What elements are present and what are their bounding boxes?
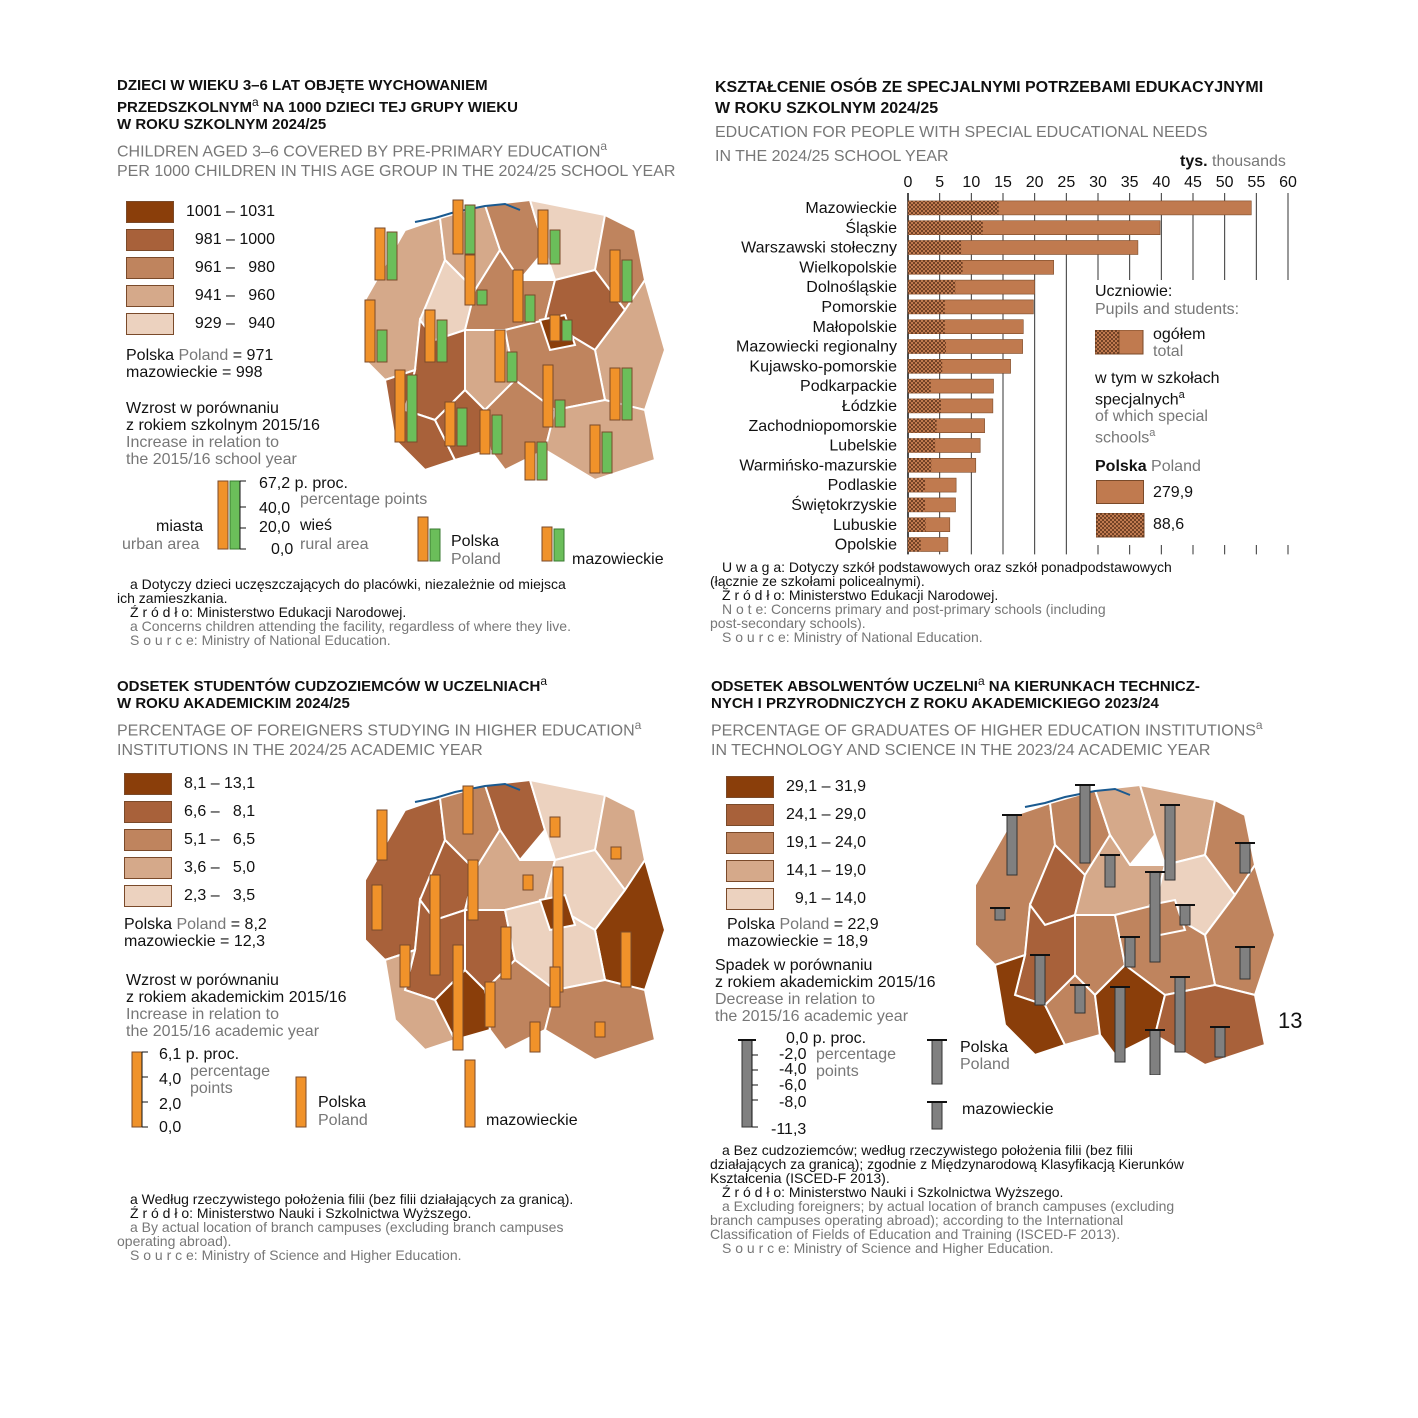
p1-leg-mazow: mazowieckie xyxy=(572,551,664,568)
p4-scale-11: -11,3 xyxy=(771,1121,807,1138)
legend-label-5: 9,1 – 14,0 xyxy=(786,890,867,907)
legend-label-1: 8,1 – 13,1 xyxy=(184,775,256,792)
legend-swatch-3 xyxy=(126,257,174,279)
category-label: Małopolskie xyxy=(812,318,897,336)
p2-unit: tys. thousands xyxy=(1180,153,1286,170)
tick-label: 60 xyxy=(1279,174,1297,191)
p3-scale-0: 0,0 xyxy=(159,1119,182,1136)
legend-label-3: 19,1 – 24,0 xyxy=(786,834,867,851)
p3-polska-value: Polska Poland = 8,2 mazowieckie = 12,3 xyxy=(124,916,267,950)
legend-label-4: 941 – 960 xyxy=(186,287,275,304)
category-label: Podkarpackie xyxy=(800,378,897,396)
bar-special xyxy=(908,241,961,255)
bar-special xyxy=(908,379,931,393)
category-label: Warmińsko-mazurskie xyxy=(739,457,897,475)
bar-special xyxy=(908,221,983,235)
bar-special xyxy=(908,478,925,492)
p2-legend-polska: Polska Poland xyxy=(1095,458,1201,475)
p3-leg-mazow: mazowieckie xyxy=(486,1112,578,1129)
p3-increase-caption: Wzrost w porównaniu z rokiem akademickim 2015/16 Increase in relation to the 2015/16 academic year xyxy=(126,972,347,1040)
p1-scale-40: 40,0 xyxy=(259,500,291,517)
p2-polska-spec: 88,6 xyxy=(1153,516,1185,533)
p1-scale-0: 0,0 xyxy=(271,541,294,558)
p4-scale-2: -2,0 xyxy=(779,1046,807,1063)
p3-notes: a Według rzeczywistego położenia filii (bez filii działających za granicą). Ź r ó d ł o: Ministerstwo Nauki i Szkolnictwa Wyższego. a By actual location of branch campuses (excluding branch campuses operating abroad). S o u r c e: Ministry of Science and Higher Education. xyxy=(117,1191,574,1263)
p4-scale-pp: percentage points xyxy=(816,1046,897,1080)
tick-label: 30 xyxy=(1089,174,1107,191)
legend-swatch-4 xyxy=(126,285,174,307)
p2-category-labels xyxy=(736,200,897,554)
category-label: Podlaskie xyxy=(827,477,897,495)
p3-legend xyxy=(124,773,304,913)
p1-polska-value: Polska Poland = 971 mazowieckie = 998 xyxy=(126,347,274,381)
legend-label-1: 1001 – 1031 xyxy=(186,203,275,220)
legend-swatch-4 xyxy=(726,860,774,882)
bar-special xyxy=(908,340,946,354)
tick-label: 55 xyxy=(1247,174,1266,191)
p2-notes: U w a g a: Dotyczy szkół podstawowych oraz szkół ponadpodstawowych (łącznie ze szkołami policealnymi). Ź r ó d ł o: Ministerstwo Edukacji Narodowej. N o t e: Concerns primary and post-primary schools (including post-secondary schools). S o u r c e: Ministry of National Education. xyxy=(710,559,1172,645)
category-label: Warszawski stołeczny xyxy=(741,239,897,257)
bar-special xyxy=(908,359,942,373)
bar-special xyxy=(908,260,962,274)
p4-subtitle: PERCENTAGE OF GRADUATES OF HIGHER EDUCATION INSTITUTIONS$^a$ IN TECHNOLOGY AND SCIENCE IN THE 2023/24 ACADEMIC YEAR xyxy=(711,718,1263,760)
tick-label: 5 xyxy=(935,174,945,191)
p1-scale-urban: urban area xyxy=(122,536,200,553)
p4-legend xyxy=(726,776,906,916)
p1-legend xyxy=(126,201,306,341)
legend-swatch-5 xyxy=(126,313,174,335)
legend-swatch-3 xyxy=(124,829,172,851)
bar-special xyxy=(908,280,956,294)
p1-notes: a Dotyczy dzieci uczęszczających do placówki, niezależnie od miejsca ich zamieszkania. Ź r ó d ł o: Ministerstwo Edukacji Narodowej. a Concerns children attending the facility, regardless of where they live. S o u r c e: Ministry of National Education. xyxy=(117,576,571,648)
p4-decrease-caption: Spadek w porównaniu z rokiem akademickim 2015/16 Decrease in relation to the 2015/16 academic year xyxy=(715,957,936,1025)
bar-special xyxy=(908,498,925,512)
category-label: Śląskie xyxy=(845,219,897,237)
p2-legend-title: Uczniowie: Pupils and students: xyxy=(1095,283,1240,318)
p2-subtitle: EDUCATION FOR PEOPLE WITH SPECIAL EDUCATIONAL NEEDS IN THE 2024/25 SCHOOL YEAR xyxy=(715,124,1208,165)
legend-label-1: 29,1 – 31,9 xyxy=(786,778,867,795)
p2-legend-total: ogółem total xyxy=(1153,326,1206,360)
legend-label-4: 14,1 – 19,0 xyxy=(786,862,867,879)
page-number: 13 xyxy=(1278,1008,1303,1033)
p1-increase-caption: Wzrost w porównaniu z rokiem szkolnym 2015/16 Increase in relation to the 2015/16 school year xyxy=(126,400,320,468)
p2-title: KSZTAŁCENIE OSÓB ZE SPECJALNYMI POTRZEBAMI EDUKACYJNYMI W ROKU SZKOLNYM 2024/25 xyxy=(715,79,1264,117)
category-label: Wielkopolskie xyxy=(799,259,897,277)
legend-swatch-1 xyxy=(726,776,774,798)
p4-scale-8: -8,0 xyxy=(779,1094,807,1111)
p3-title: ODSETEK STUDENTÓW CUDZOZIEMCÓW W UCZELNIACH$^a$ W ROKU AKADEMICKIM 2024/25 xyxy=(117,674,547,712)
p1-subtitle: CHILDREN AGED 3–6 COVERED BY PRE-PRIMARY EDUCATION$^a$ PER 1000 CHILDREN IN THIS AGE GROUP IN THE 2024/25 SCHOOL YEAR xyxy=(117,139,676,181)
legend-swatch-2 xyxy=(726,804,774,826)
tick-label: 35 xyxy=(1120,174,1139,191)
p1-title: DZIECI W WIEKU 3–6 LAT OBJĘTE WYCHOWANIEM PRZEDSZKOLNYM$^a$ NA 1000 DZIECI TEJ GRUPY WIEKU W ROKU SZKOLNYM 2024/25 xyxy=(117,77,518,133)
p4-leg-polska: Polska xyxy=(960,1039,1009,1056)
tick-label: 0 xyxy=(903,174,913,191)
p4-polska-value: Polska Poland = 22,9 mazowieckie = 18,9 xyxy=(727,916,879,950)
p1-scale-top: 67,2 p. proc. xyxy=(259,475,348,492)
category-label: Pomorskie xyxy=(821,299,897,316)
p1-map-bars xyxy=(345,190,685,490)
p2-tick-labels xyxy=(904,174,1297,191)
p3-scale-2: 2,0 xyxy=(159,1096,182,1113)
bar-special xyxy=(908,458,931,472)
p3-scale-pp: percentage points xyxy=(190,1063,271,1097)
p2-polska-spec-swatch xyxy=(1096,513,1146,539)
legend-swatch-1 xyxy=(124,773,172,795)
p4-scale-0: 0,0 p. proc. xyxy=(786,1030,867,1047)
category-label: Lubuskie xyxy=(832,516,897,534)
p3-scale-top: 6,1 p. proc. xyxy=(159,1046,240,1063)
legend-swatch-4 xyxy=(124,857,172,879)
legend-label-4: 3,6 – 5,0 xyxy=(184,859,256,876)
bar-special xyxy=(908,419,937,433)
legend-swatch-5 xyxy=(124,885,172,907)
p2-legend-special: w tym w szkołach specjalnych$^a$ of which special schools$^a$ xyxy=(1095,370,1220,447)
legend-label-5: 929 – 940 xyxy=(186,315,275,332)
tick-label: 10 xyxy=(962,174,981,191)
category-label: Dolnośląskie xyxy=(806,279,897,297)
tick-label: 25 xyxy=(1057,174,1076,191)
tick-label: 40 xyxy=(1152,174,1171,191)
legend-label-5: 2,3 – 3,5 xyxy=(184,887,256,904)
category-label: Opolskie xyxy=(834,536,897,554)
bar-special xyxy=(908,320,945,334)
tick-label: 50 xyxy=(1215,174,1234,191)
p2-legend-swatch-total xyxy=(1095,330,1145,356)
bar-special xyxy=(908,399,941,413)
p1-leg-polska: Polska xyxy=(451,533,500,550)
legend-swatch-2 xyxy=(124,801,172,823)
bar-special xyxy=(908,201,999,215)
p3-subtitle: PERCENTAGE OF FOREIGNERS STUDYING IN HIGHER EDUCATION$^a$ INSTITUTIONS IN THE 2024/25 ACADEMIC YEAR xyxy=(117,718,642,760)
bar-special xyxy=(908,300,945,314)
p1-scale-20: 20,0 xyxy=(259,519,291,536)
legend-label-2: 6,6 – 8,1 xyxy=(184,803,256,820)
category-label: Lubelskie xyxy=(829,437,897,455)
category-label: Mazowieckie xyxy=(805,200,897,217)
tick-label: 20 xyxy=(1025,174,1044,191)
category-label: Zachodniopomorskie xyxy=(748,417,897,435)
p1-scale-wies: wieś xyxy=(300,517,333,534)
legend-label-3: 961 – 980 xyxy=(186,259,275,276)
p1-leg-poland: Poland xyxy=(451,551,501,568)
category-label: Kujawsko-pomorskie xyxy=(749,358,897,376)
p1-scale-rural: rural area xyxy=(300,536,369,553)
p3-scale-4: 4,0 xyxy=(159,1071,182,1088)
p3-map xyxy=(345,770,685,1070)
legend-label-2: 24,1 – 29,0 xyxy=(786,806,867,823)
category-label: Mazowiecki regionalny xyxy=(736,338,897,356)
p3-leg-polska: Polska xyxy=(318,1094,367,1111)
p4-leg-mazow: mazowieckie xyxy=(962,1101,1054,1118)
tick-label: 45 xyxy=(1184,174,1202,191)
p4-scale-6: -6,0 xyxy=(779,1077,807,1094)
legend-swatch-5 xyxy=(726,888,774,910)
tick-label: 15 xyxy=(994,174,1012,191)
p4-map xyxy=(955,775,1295,1075)
p4-scale-4: -4,0 xyxy=(779,1061,807,1078)
p1-scale-pp: percentage points xyxy=(300,491,428,508)
category-label: Łódzkie xyxy=(841,398,897,415)
p2-polska-total: 279,9 xyxy=(1153,484,1194,501)
legend-swatch-2 xyxy=(126,229,174,251)
legend-swatch-1 xyxy=(126,201,174,223)
legend-label-2: 981 – 1000 xyxy=(186,231,275,248)
legend-label-3: 5,1 – 6,5 xyxy=(184,831,256,848)
bar-special xyxy=(908,538,921,552)
p4-notes: a Bez cudzoziemców; według rzeczywistego położenia filii (bez filii działających za granicą); zgodnie z Międzynarodową Klasyfikacją Kierunków Kształcenia (ISCED-F 2013). Ź r ó d ł o: Ministerstwo Nauki i Szkolnictwa Wyższego. a Excluding foreigners; by actual location of branch campuses (excluding branch campuses operating abroad); according to the International Classification of Fields of Education and Training (ISCED-F 2013). S o u r c e: Ministry of Science and Higher Education. xyxy=(710,1142,1184,1256)
bar-special xyxy=(908,518,926,532)
p4-leg-poland: Poland xyxy=(960,1056,1010,1073)
p3-leg-poland: Poland xyxy=(318,1112,368,1129)
p2-polska-total-swatch xyxy=(1096,480,1144,504)
p1-scale-miasta: miasta xyxy=(156,518,204,535)
bar-special xyxy=(908,439,935,453)
category-label: Świętokrzyskie xyxy=(791,497,897,514)
p4-title: ODSETEK ABSOLWENTÓW UCZELNI$^a$ NA KIERUNKACH TECHNICZ- NYCH I PRZYRODNICZYCH Z ROKU AKADEMICKIEGO 2023/24 xyxy=(711,674,1200,712)
legend-swatch-3 xyxy=(726,832,774,854)
